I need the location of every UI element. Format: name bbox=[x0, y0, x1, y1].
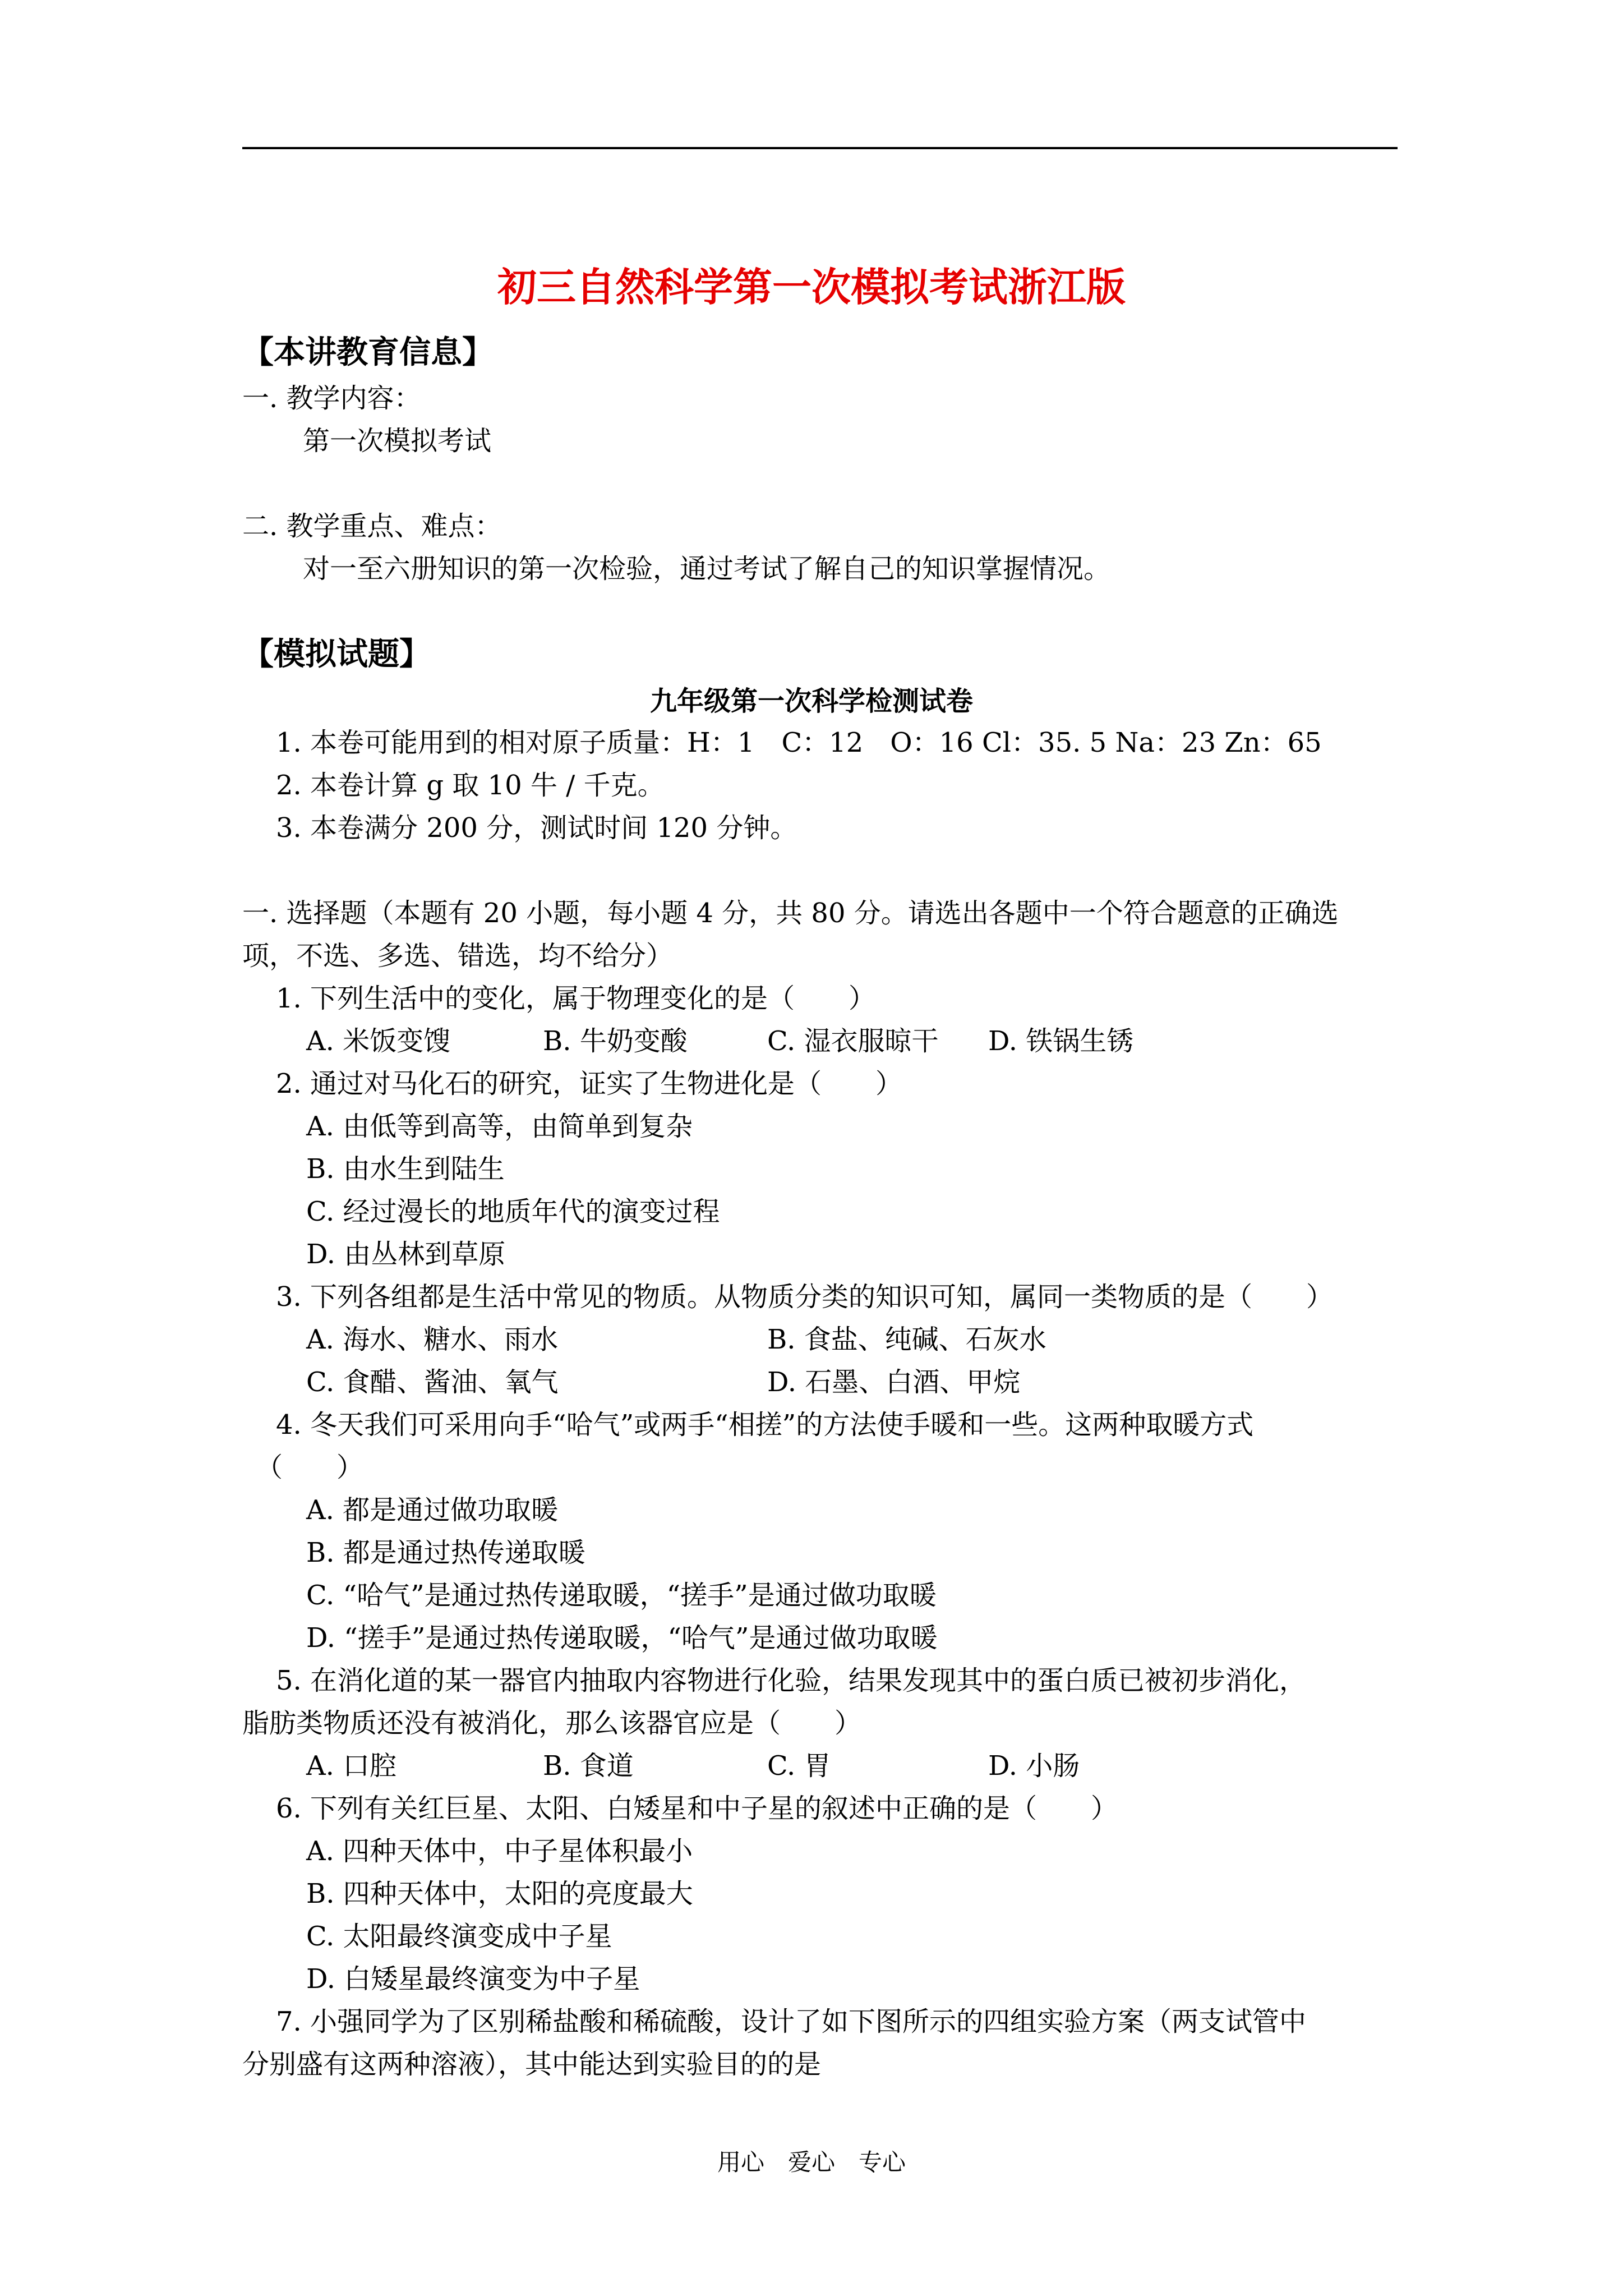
q4-stem-cont: （ ） bbox=[256, 1452, 364, 1483]
q1-stem: 1. 下列生活中的变化，属于物理变化的是（ ） bbox=[276, 983, 876, 1014]
q1-option-c: C. 湿衣服晾干 bbox=[767, 1025, 939, 1057]
q5-stem-cont: 脂肪类物质还没有被消化，那么该器官应是（ ） bbox=[242, 1708, 862, 1739]
q5-option-b: B. 食道 bbox=[543, 1750, 634, 1782]
q4-stem: 4. 冬天我们可采用向手“哈气”或两手“相搓”的方法使手暖和一些。这两种取暖方式 bbox=[276, 1409, 1254, 1441]
q1-option-a: A. 米饭变馊 bbox=[306, 1025, 451, 1057]
section1-instructions: 一. 选择题（本题有 20 小题，每小题 4 分，共 80 分。请选出各题中一个符合题意的正确选 bbox=[242, 898, 1339, 929]
q3-stem: 3. 下列各组都是生活中常见的物质。从物质分类的知识可知，属同一类物质的是（ ） bbox=[276, 1281, 1334, 1313]
page-title: 初三自然科学第一次模拟考试浙江版 bbox=[497, 264, 1126, 310]
header-rule bbox=[242, 147, 1398, 149]
q2-stem: 2. 通过对马化石的研究，证实了生物进化是（ ） bbox=[276, 1068, 903, 1099]
q6-option-a: A. 四种天体中，中子星体积最小 bbox=[306, 1835, 693, 1867]
q6-option-c: C. 太阳最终演变成中子星 bbox=[306, 1921, 612, 1952]
q7-stem: 7. 小强同学为了区别稀盐酸和稀硫酸，设计了如下图所示的四组实验方案（两支试管中 bbox=[276, 2006, 1307, 2037]
q5-option-a: A. 口腔 bbox=[306, 1750, 397, 1782]
q3-option-a: A. 海水、糖水、雨水 bbox=[306, 1324, 559, 1355]
exam-title: 九年级第一次科学检测试卷 bbox=[649, 685, 973, 717]
key-text: 对一至六册知识的第一次检验，通过考试了解自己的知识掌握情况。 bbox=[303, 553, 1111, 585]
q4-option-d: D. “搓手”是通过热传递取暖，“哈气”是通过做功取暖 bbox=[306, 1622, 938, 1654]
q4-option-b: B. 都是通过热传递取暖 bbox=[306, 1537, 585, 1568]
q1-option-b: B. 牛奶变酸 bbox=[543, 1025, 688, 1057]
q3-option-c: C. 食醋、酱油、氧气 bbox=[306, 1366, 559, 1398]
q4-option-a: A. 都是通过做功取暖 bbox=[306, 1494, 559, 1526]
q2-option-b: B. 由水生到陆生 bbox=[306, 1153, 505, 1185]
q6-stem: 6. 下列有关红巨星、太阳、白矮星和中子星的叙述中正确的是（ ） bbox=[276, 1793, 1118, 1824]
q3-option-b: B. 食盐、纯碱、石灰水 bbox=[767, 1324, 1046, 1355]
q2-option-c: C. 经过漫长的地质年代的演变过程 bbox=[306, 1196, 720, 1227]
q6-option-b: B. 四种天体中，太阳的亮度最大 bbox=[306, 1878, 693, 1910]
q2-option-d: D. 由丛林到草原 bbox=[306, 1239, 506, 1270]
q5-stem: 5. 在消化道的某一器官内抽取内容物进行化验，结果发现其中的蛋白质已被初步消化， bbox=[276, 1665, 1307, 1696]
q3-option-d: D. 石墨、白酒、甲烷 bbox=[767, 1366, 1021, 1398]
note-2: 2. 本卷计算 g 取 10 牛 / 千克。 bbox=[276, 770, 665, 801]
mock-header: 【模拟试题】 bbox=[242, 636, 431, 673]
q1-option-d: D. 铁锅生锈 bbox=[988, 1025, 1134, 1057]
note-1: 1. 本卷可能用到的相对原子质量：H：1 C：12 O：16 Cl：35. 5 Na：23 Zn：65 bbox=[276, 727, 1322, 758]
q2-option-a: A. 由低等到高等，由简单到复杂 bbox=[306, 1111, 693, 1142]
section1-instructions-cont: 项，不选、多选、错选，均不给分） bbox=[242, 940, 674, 972]
q7-stem-cont: 分别盛有这两种溶液），其中能达到实验目的的是 bbox=[242, 2049, 822, 2080]
q4-option-c: C. “哈气”是通过热传递取暖，“搓手”是通过做功取暖 bbox=[306, 1580, 937, 1611]
q5-option-c: C. 胃 bbox=[767, 1750, 831, 1782]
page-footer: 用心 爱心 专心 bbox=[717, 2148, 906, 2176]
note-3: 3. 本卷满分 200 分，测试时间 120 分钟。 bbox=[276, 812, 797, 844]
content-text: 第一次模拟考试 bbox=[303, 425, 492, 457]
info-header: 【本讲教育信息】 bbox=[242, 334, 494, 371]
content-label: 一. 教学内容： bbox=[242, 383, 421, 414]
key-label: 二. 教学重点、难点： bbox=[242, 510, 502, 542]
q6-option-d: D. 白矮星最终演变为中子星 bbox=[306, 1963, 640, 1995]
q5-option-d: D. 小肠 bbox=[988, 1750, 1080, 1782]
